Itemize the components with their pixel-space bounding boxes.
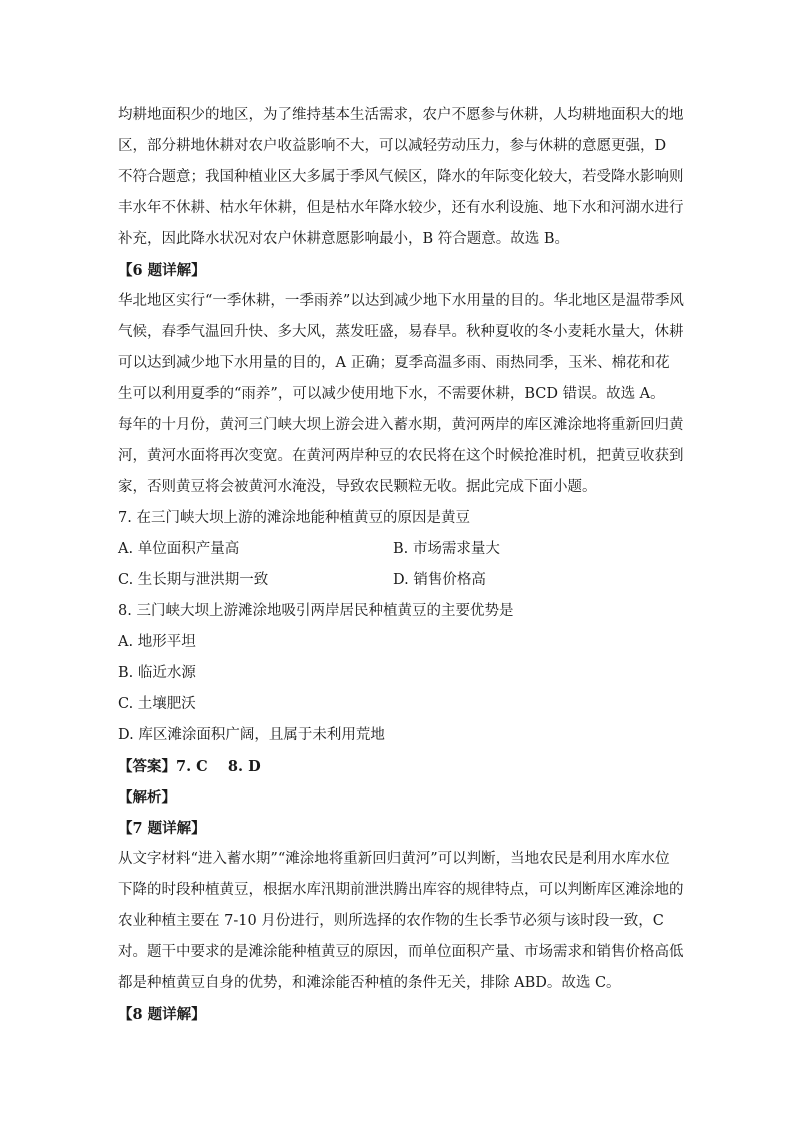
q7-option-b: B. 市场需求量大 xyxy=(393,541,500,557)
q7-options-row-2 xyxy=(118,565,684,596)
material-passage: 每年的十月份，黄河三门峡大坝上游会进入蓄水期，黄河两岸的库区滩涂地将重新回归黄河，黄河水面将再次变宽。在黄河两岸种豆的农民将在这个时候抢准时机，把黄豆收获到家，否则黄豆将会被黄河水淹没，导致农民颗粒无收。据此完成下面小题。 xyxy=(118,417,684,495)
q7-option-a: A. 单位面积产量高 xyxy=(118,541,240,557)
q6-explanation: 华北地区实行“一季休耕，一季雨养”以达到减少地下水用量的目的。华北地区是温带季风气候，春季气温回升快、多大风，蒸发旺盛，易春旱。秋种夏收的冬小麦耗水量大，休耕可以达到减少地下水用量的目的，A 正确；夏季高温多雨、雨热同季，玉米、棉花和花生可以利用夏季的“雨养”，可以减少使用地下水，不需要休耕，BCD 错误。故选 A。 xyxy=(118,293,684,402)
q8-heading: 【8 题详解】 xyxy=(118,1006,206,1023)
q7-option-d: D. 销售价格高 xyxy=(393,572,486,588)
q5-explanation-continued: 均耕地面积少的地区，为了维持基本生活需求，农户不愿参与休耕，人均耕地面积大的地区，部分耕地休耕对农户收益影响不大，可以减轻劳动压力，参与休耕的意愿更强，D 不符合题意；我国种植业区大多属于季风气候区，降水的年际变化较大，若受降水影响则丰水年不休耕、枯水年休耕，但是枯水年降水较少，还有水利设施、地下水和河湖水进行补充，因此降水状况对农户休耕意愿影响最小，B 符合题意。故选 B。 xyxy=(118,107,684,247)
analysis-heading: 【解析】 xyxy=(118,789,176,806)
q7-explanation: 从文字材料“进入蓄水期”“滩涂地将重新回归黄河”可以判断，当地农民是利用水库水位下降的时段种植黄豆，根据水库汛期前泄洪腾出库容的规律特点，可以判断库区滩涂地的农业种植主要在 7-10 月份进行，则所选择的农作物的生长季节必须与该时段一致，C 对。题干中要求的是滩涂能种植黄豆的原因，而单位面积产量、市场需求和销售价格高低都是种植黄豆自身的优势，和滩涂能否种植的条件无关，排除 ABD。故选 C。 xyxy=(118,851,684,991)
q8-option-d: D. 库区滩涂面积广阔，且属于未利用荒地 xyxy=(118,727,385,743)
q6-heading: 【6 题详解】 xyxy=(118,262,206,279)
q7-option-c: C. 生长期与泄洪期一致 xyxy=(118,572,269,588)
q7-stem: 7. 在三门峡大坝上游的滩涂地能种植黄豆的原因是黄豆 xyxy=(118,510,470,526)
q7-heading: 【7 题详解】 xyxy=(118,820,206,837)
q7-options-row-1 xyxy=(118,534,684,565)
q8-option-b: B. 临近水源 xyxy=(118,665,196,681)
answer-line: 【答案】7. C 8. D xyxy=(118,758,261,775)
document-content xyxy=(118,100,684,1030)
q8-stem: 8. 三门峡大坝上游滩涂地吸引两岸居民种植黄豆的主要优势是 xyxy=(118,603,514,619)
q8-option-c: C. 土壤肥沃 xyxy=(118,696,196,712)
q8-option-a: A. 地形平坦 xyxy=(118,634,196,650)
